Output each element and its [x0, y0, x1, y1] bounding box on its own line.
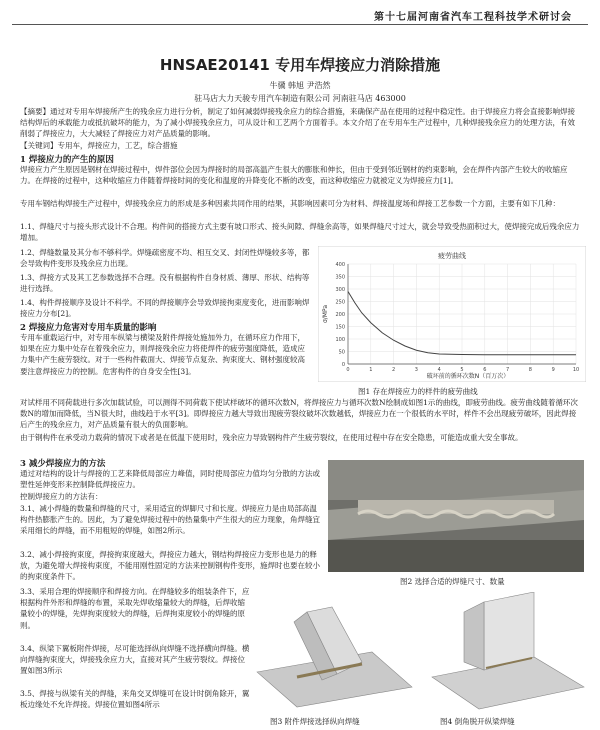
section-3-item-1: 3.1、减小焊缝的数量和焊缝的尺寸，采用适宜的焊脚尺寸和长度。焊接应力是由局部高温构件热膨胀产生的。因此，为了避免焊接过程中的热量集中产生很大的应力现象，角焊缝宜采用细长的焊缝，而不用粗短的焊缝，如图2所示。 [20, 504, 320, 536]
chart-title: 疲劳曲线 [438, 252, 466, 260]
chart-xtick-label: 3 [414, 367, 418, 373]
figure-3-caption: 图3 附件焊接选择纵向焊缝 [270, 717, 360, 726]
section-1-para-2: 专用车钢结构焊接生产过程中，焊接残余应力的形成是多种因素共同作用的结果，其影响因素可分为材料、焊接温度场和焊接工艺参数一个方面，主要有如下几种： [20, 199, 560, 208]
authors: 牛骥 韩旭 尹浩然 [269, 81, 331, 90]
chart-xtick-label: 10 [572, 367, 580, 373]
figure-4-caption: 图4 倒角脱开纵梁焊缝 [440, 717, 515, 726]
chart-xtick-label: 6 [483, 367, 487, 373]
figure-2-caption: 图2 选择合适的焊缝尺寸、数量 [400, 577, 505, 586]
affiliation: 驻马店大力天骏专用汽车制造有限公司 河南驻马店 463000 [194, 94, 406, 103]
chart-xtick-label: 2 [392, 367, 396, 373]
section-3-para-2: 控制焊接应力的方法有： [20, 492, 103, 501]
section-2-para-2: 对试样用不同荷载进行多次加载试验，可以测得不同荷载下使试样破坏的循环次数N，将焊接应力与循环次数N绘制成如图1示的曲线，即疲劳曲线。疲劳曲线随着循环次数N的增加而降低，当N很大时，曲线趋于水平[3]。即焊接应力越大导致出现疲劳裂纹破坏次数越低，焊接应力在一个很低的水平时，样件不会出现疲劳破坏，因此焊接后产生的残余应力，对产品质量有很大的负面影响。 [20, 398, 578, 430]
chart-xlabel: 破坏前的循环次数N（百万次） [426, 373, 510, 380]
chart-ytick-label: 350 [335, 274, 345, 281]
figure-2-weld-photo [328, 460, 584, 572]
section-1-item-2: 1.2、焊缝数量及其分布不够科学。焊缝疏密度不均、相互交叉、封闭性焊缝较多等，都会导致构件变形及残余应力出现。 [20, 248, 310, 269]
abstract: 【摘要】通过对专用车焊接所产生的残余应力进行分析，制定了如何减弱焊接残余应力的综合措施，来确保产品在使用的过程中稳定性。由于焊接应力将会直接影响焊接结构焊后的承载能力或抵抗破坏的能力，为了减小焊接残余应力，可从设计和工艺两个方面着手。本文介绍了在专用车生产过程中，几种焊接残余应力的处理方法，有效削弱了焊接应力，大大减轻了焊接应力对产品质量的影响。 [20, 107, 575, 139]
fatigue-chart [318, 246, 586, 382]
chart-xtick-label: 5 [460, 367, 464, 373]
keywords: 【关键词】专用车，焊接应力，工艺，综合措施 [20, 141, 178, 150]
chart-ytick-label: 50 [338, 349, 345, 356]
chart-xtick-label: 7 [506, 367, 510, 373]
chart-ytick-label: 400 [335, 262, 345, 268]
section-3-title: 3 减少焊接应力的方法 [20, 459, 106, 469]
section-2-title: 2 焊接应力危害对专用车质量的影响 [20, 323, 157, 333]
section-2-para-3: 由于钢构件在承受动力载荷的情况下或者是在低温下使用时，残余应力导致钢构件产生疲劳裂纹，在使用过程中存在安全隐患，可能造成重大安全事故。 [20, 433, 523, 442]
paper-title: HNSAE20141 专用车焊接应力消除措施 [159, 56, 441, 74]
chart-xtick-label: 4 [437, 367, 441, 373]
chart-xtick-label: 0 [346, 367, 350, 373]
chart-ytick-label: 200 [335, 312, 345, 318]
chart-ytick-label: 100 [335, 337, 345, 343]
section-3-para-1: 通过对结构的设计与焊接的工艺来降低局部应力峰值，同时使局部应力值均匀分散的方法或塑性延伸变形来控制降低焊接应力。 [20, 469, 320, 490]
section-2-para-1: 专用车重载运行中，对专用车纵梁与横梁及附件焊接处施加外力，在循环应力作用下，如果在应力集中处存在着残余应力，则焊接残余应力将使焊件的疲劳强度降低，造成应力集中产生疲劳裂纹。对于一些构件截面大、焊接节点复杂、拘束度大、钢材强度较高要注意焊接应力的控制。危害构件的自身安全性[3]。 [20, 333, 305, 376]
section-1-para-1: 焊接应力产生原因是钢材在焊接过程中，焊件部位会因为焊接时的局部高温产生很大的膨胀和伸长，但由于受到邻近钢材的约束影响，会在焊件内部产生较大的收缩应力。在焊接的过程中，这种收缩应力伴随着焊接时间的变化和温度的升降变化不断的改变，而这种收缩应力就被定义为焊接应力[1]。 [20, 165, 568, 186]
running-header: 第十七届河南省汽车工程科技学术研讨会 [374, 12, 572, 23]
section-1-item-3: 1.3、焊接方式及其工艺参数选择不合理。没有根据构件自身材质、薄厚、形状、结构等进行选择。 [20, 273, 310, 294]
chart-ytick-label: 300 [335, 287, 345, 293]
section-3-item-4: 3.4、纵梁下翼板附件焊接，尽可能选择纵向焊缝不选择横向焊缝。横向焊缝拘束度大，焊接残余应力大，直接对其产生疲劳裂纹。焊接位置如图3所示 [20, 644, 250, 676]
figure-4-chamfer-weld [424, 592, 588, 714]
chart-xtick-label: 1 [369, 367, 373, 373]
figure-3-attachment-weld [252, 592, 418, 714]
section-3-item-3: 3.3、采用合理的焊接顺序和焊接方向。在焊缝较多的组装条件下，应根据构件外形和焊缝的布置，采取先焊收缩量较大的焊缝，后焊收缩量较小的焊缝，先焊拘束度较大的焊缝，后焊拘束度较小的焊缝的原则。 [20, 587, 250, 630]
chart-xtick-label: 8 [528, 367, 532, 373]
chart-ytick-label: 0 [341, 362, 345, 368]
chart-ylabel: σ/MPa [322, 304, 329, 324]
section-1-item-4: 1.4、构件焊接顺序及设计不科学。不同的焊接顺序会导致焊接拘束度变化，进而影响焊接应力分布[2]。 [20, 298, 310, 319]
chart-xtick-label: 9 [551, 367, 555, 373]
section-1-item-1: 1.1、焊缝尺寸与接头形式设计不合理。构件间的搭接方式主要有坡口形式、接头间隙、焊缝余高等，如果焊缝尺寸过大，就会导致受热面积过大，使焊接完成后残余应力增加。 [20, 222, 580, 243]
section-1-title: 1 焊接应力的产生的原因 [20, 155, 114, 165]
header-rule [12, 24, 588, 25]
chart-ytick-label: 150 [335, 324, 345, 331]
section-3-item-5: 3.5、焊接与纵梁有关的焊缝，来角交叉焊缝可在设计时倒角除开，翼板边缘处不允许焊接。焊接位置如图4所示 [20, 689, 250, 710]
section-3-item-2: 3.2、减小焊接拘束度，焊接拘束度越大，焊接应力越大，钢结构焊接应力变形也是力的释放，为避免增大焊接构束度，不能用刚性固定的方法来控制钢构件变形，施焊时也要在较小的拘束度条件下。 [20, 550, 320, 582]
figure-1-caption: 图1 存在焊接应力的样件的疲劳曲线 [358, 387, 478, 396]
chart-ytick-label: 250 [335, 299, 345, 306]
